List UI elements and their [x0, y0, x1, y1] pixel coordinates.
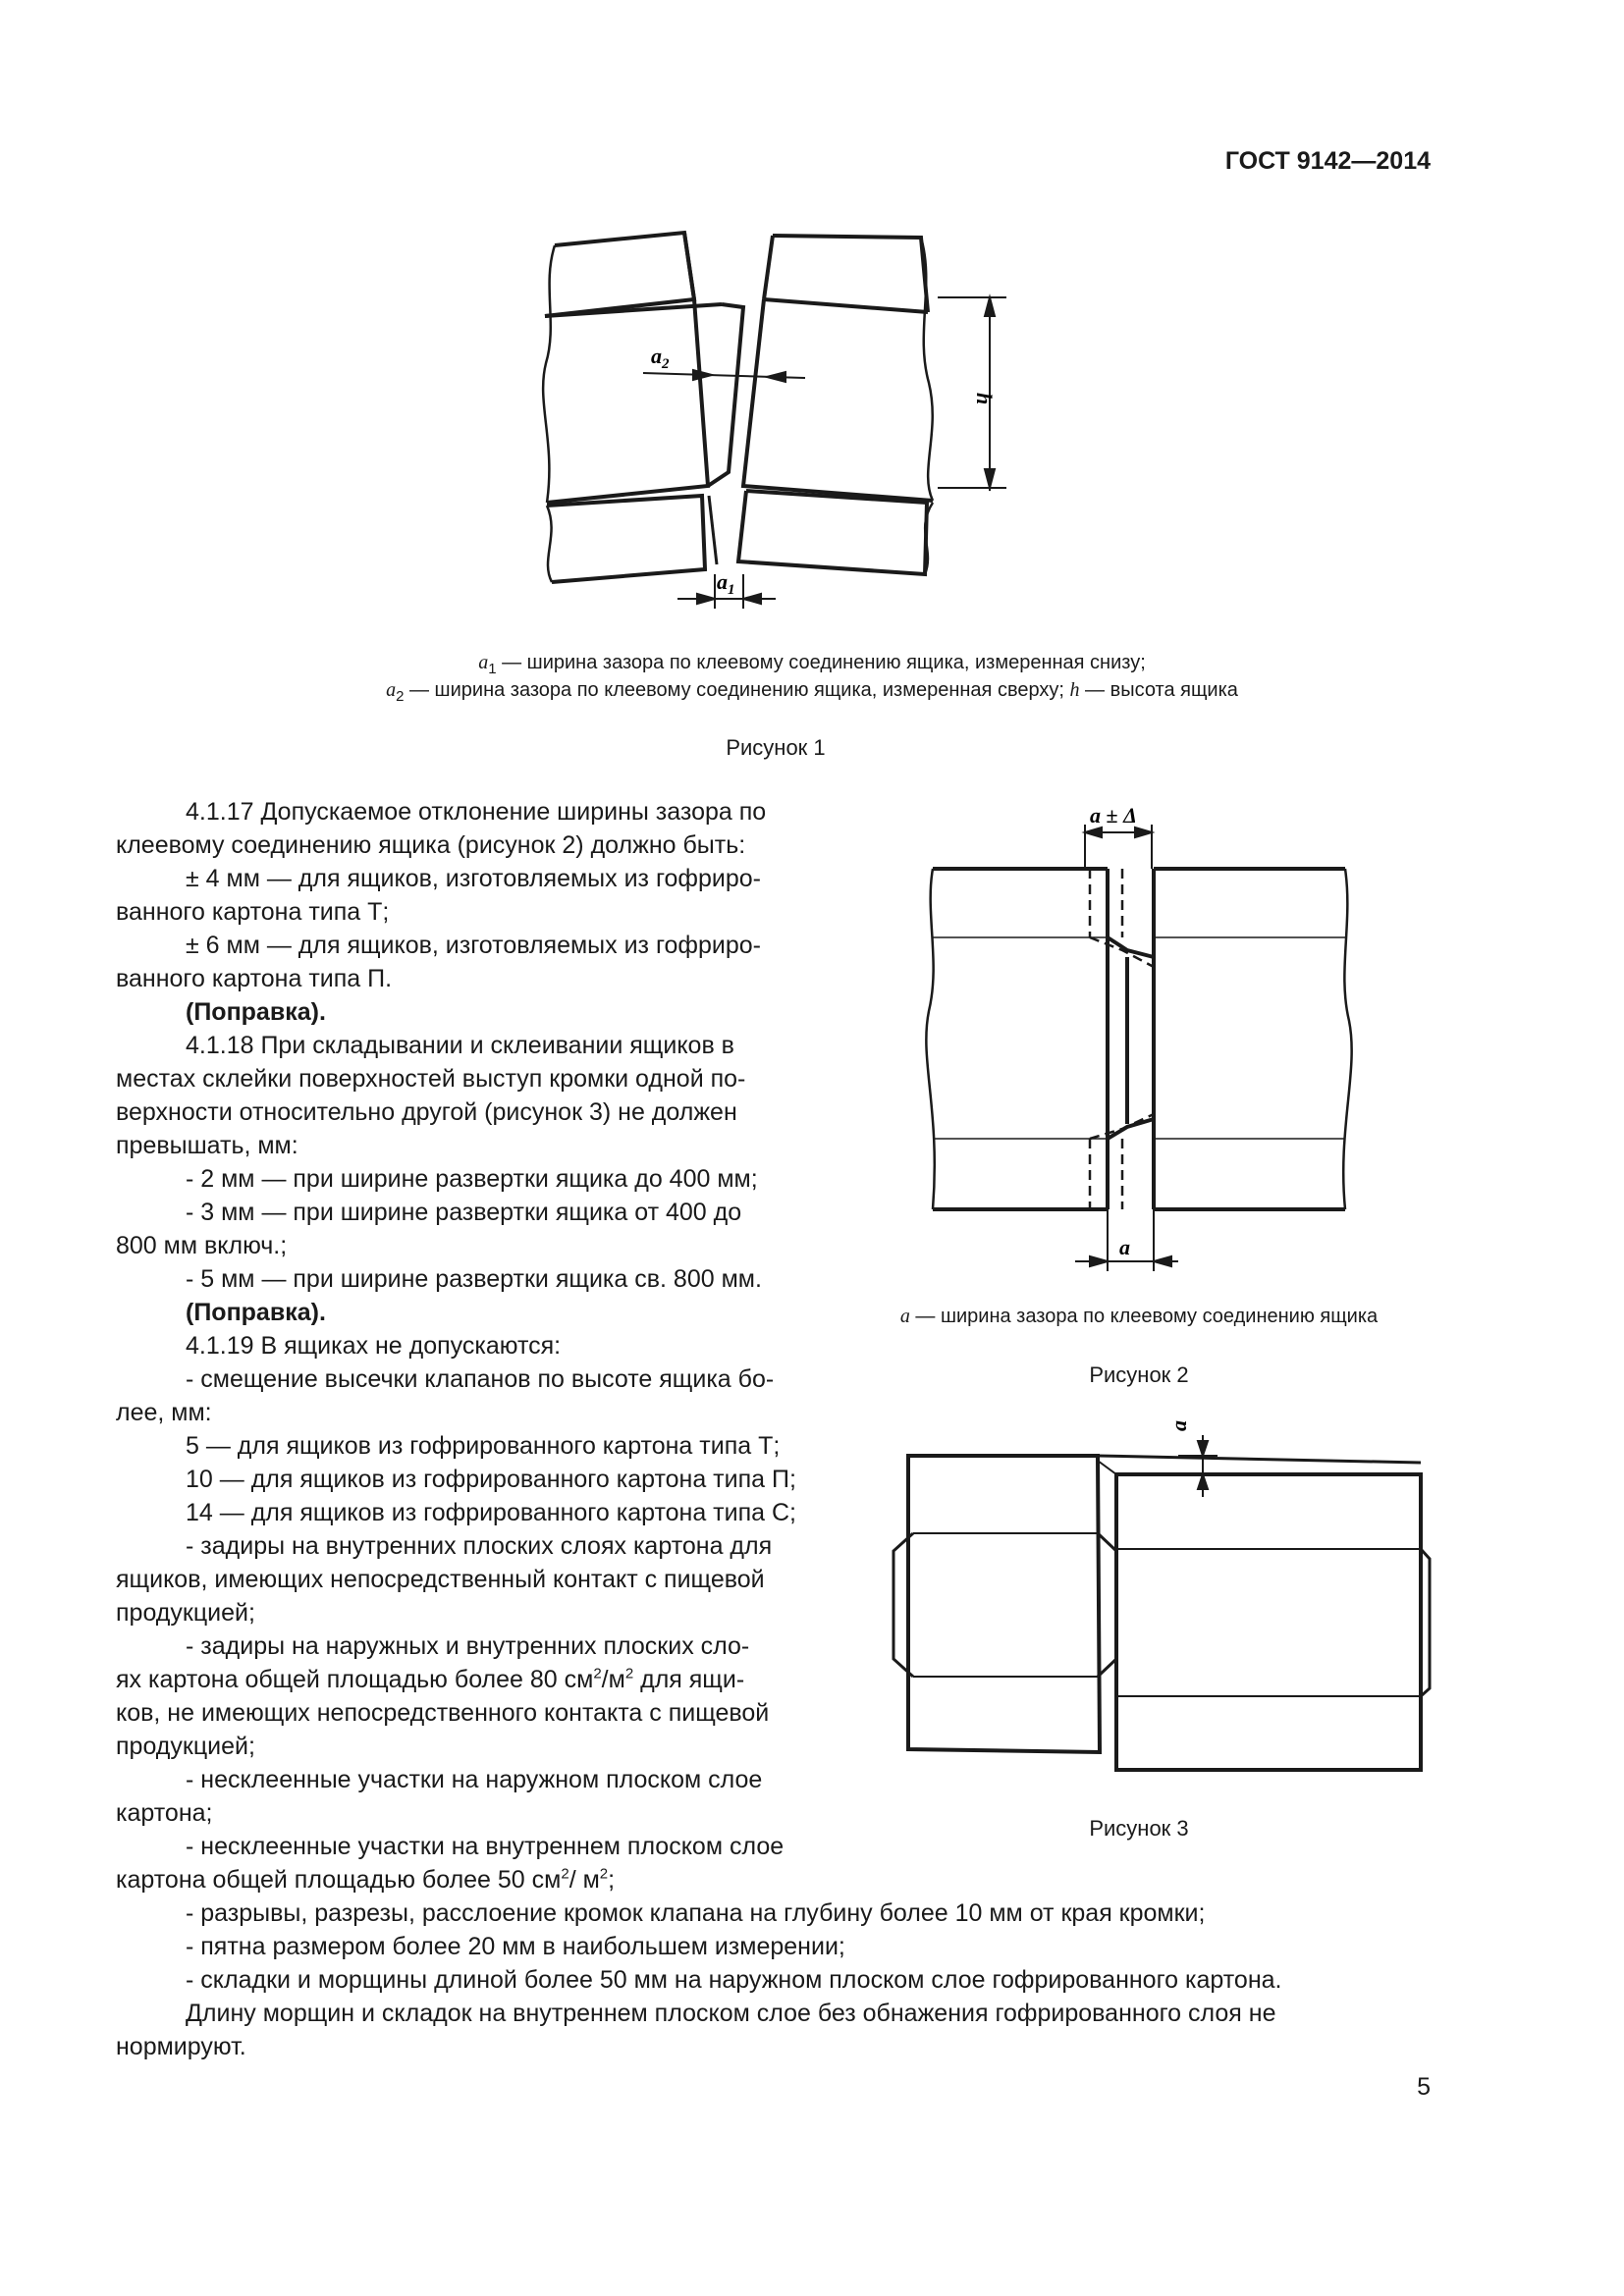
text-line: ванного картона типа Т; [116, 898, 390, 926]
figure-1-drawing [530, 221, 1021, 614]
text-line: 4.1.18 При складывании и склеивании ящиков в [186, 1032, 734, 1059]
text-line: 5 — для ящиков из гофрированного картона типа Т; [186, 1432, 781, 1460]
text-line: - складки и морщины длиной более 50 мм на наружном плоском слое гофрированного картона. [186, 1966, 1282, 1994]
figure-2-title: Рисунок 2 [1089, 1362, 1189, 1387]
text-line: 4.1.17 Допускаемое отклонение ширины зазора по [186, 798, 767, 826]
figure-1-title: Рисунок 1 [726, 735, 826, 760]
text-line: клеевому соединению ящика (рисунок 2) должно быть: [116, 831, 746, 859]
body-text-full-width [116, 1896, 1431, 2063]
text-line: - задиры на наружных и внутренних плоских сло- [186, 1632, 750, 1660]
figure-2-legend: a — ширина зазора по клеевому соединению ящика [899, 1306, 1379, 1327]
label-a-plus-minus-delta: a ± Δ [1090, 803, 1137, 828]
text-line: продукцией; [116, 1733, 255, 1760]
figure-3-title: Рисунок 3 [1089, 1816, 1189, 1841]
text-line: верхности относительно другой (рисунок 3) не должен [116, 1098, 737, 1126]
label-a2: $a_2$ [651, 344, 670, 372]
text-line: ях картона общей площадью более 80 $см^2/м^2$ для ящи- [116, 1665, 745, 1693]
label-a-fig3: a [1166, 1420, 1191, 1431]
text-line: - разрывы, разрезы, расслоение кромок клапана на глубину более 10 мм от края кромки; [186, 1899, 1206, 1927]
text-line: 14 — для ящиков из гофрированного картона типа С; [186, 1499, 796, 1526]
text-line: продукцией; [116, 1599, 255, 1627]
text-line: Длину морщин и складок на внутреннем плоском слое без обнажения гофрированного слоя не [186, 2000, 1276, 2027]
figure-3-drawing [884, 1414, 1434, 1787]
label-a-bottom: a [1119, 1235, 1130, 1259]
text-line: ± 6 мм — для ящиков, изготовляемых из гофриро- [186, 932, 761, 959]
body-text-column [116, 795, 842, 1896]
document-number: ГОСТ 9142—2014 [1224, 147, 1431, 175]
figure-1-legend-line-1: $a_1$ — ширина зазора по клеевому соединению ящика, измеренная снизу; [478, 652, 1146, 677]
text-line: лее, мм: [116, 1399, 212, 1426]
amendment-note: (Поправка). [186, 1299, 326, 1326]
text-line: ванного картона типа П. [116, 965, 393, 992]
label-h: h [972, 393, 997, 405]
text-line: ков, не имеющих непосредственного контакта с пищевой [116, 1699, 770, 1727]
text-line: картона; [116, 1799, 213, 1827]
text-line: нормируют. [116, 2033, 246, 2060]
text-line: - несклеенные участки на наружном плоском слое [186, 1766, 763, 1793]
text-line: ± 4 мм — для ящиков, изготовляемых из гофриро- [186, 865, 761, 892]
amendment-note: (Поправка). [186, 998, 326, 1026]
figure-1-legend-line-2: $a_2$ — ширина зазора по клеевому соединению ящика, измеренная сверху; h — высота ящика [386, 679, 1238, 705]
figure-2-drawing [913, 800, 1375, 1271]
text-line: превышать, мм: [116, 1132, 298, 1159]
text-line: - 5 мм — при ширине развертки ящика св. 800 мм. [186, 1265, 762, 1293]
label-a1: $a_1$ [717, 569, 735, 598]
text-line: местах склейки поверхностей выступ кромки одной по- [116, 1065, 746, 1093]
text-line: 4.1.19 В ящиках не допускаются: [186, 1332, 562, 1360]
page-number: 5 [1417, 2073, 1431, 2101]
text-line: - задиры на внутренних плоских слоях картона для [186, 1532, 773, 1560]
text-line: 800 мм включ.; [116, 1232, 288, 1259]
text-line: ящиков, имеющих непосредственный контакт с пищевой [116, 1566, 765, 1593]
text-line: 10 — для ящиков из гофрированного картона типа П; [186, 1466, 796, 1493]
text-line: - смещение высечки клапанов по высоте ящика бо- [186, 1365, 775, 1393]
text-line: - несклеенные участки на внутреннем плоском слое [186, 1833, 785, 1860]
text-line: - пятна размером более 20 мм в наибольшем измерении; [186, 1933, 845, 1960]
text-line: - 2 мм — при ширине развертки ящика до 400 мм; [186, 1165, 758, 1193]
text-line: картона общей площадью более 50 $см^2/$ $м^2$; [116, 1865, 616, 1894]
text-line: - 3 мм — при ширине развертки ящика от 400 до [186, 1199, 742, 1226]
